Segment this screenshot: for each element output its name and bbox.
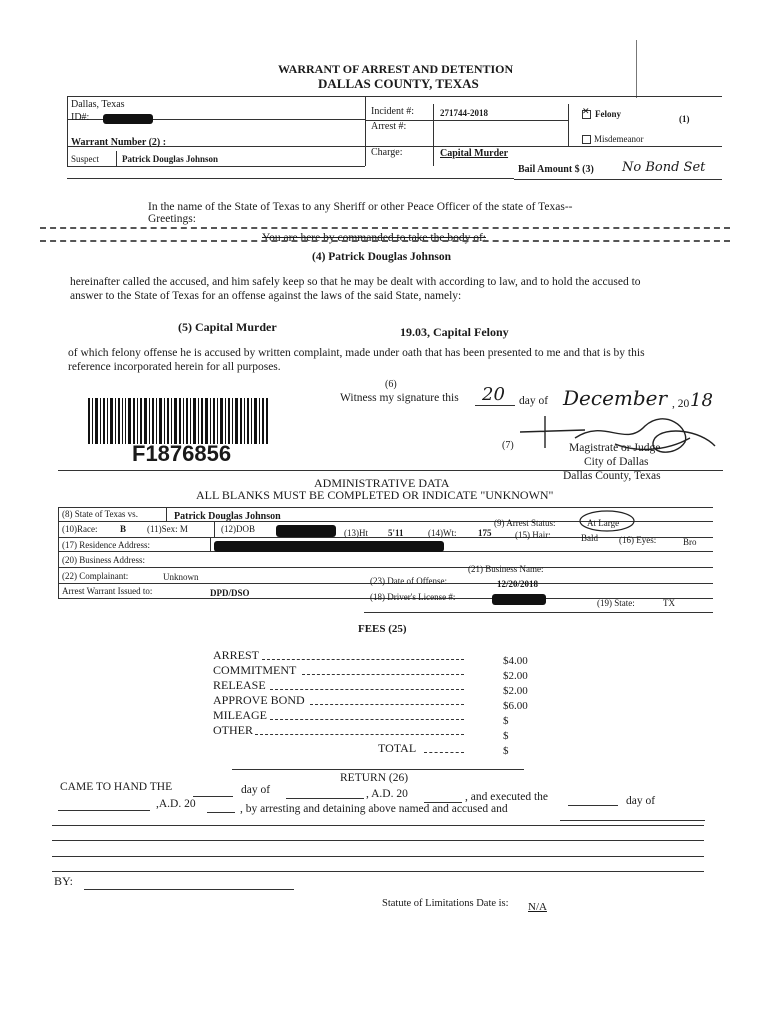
fee-other-amount: $ <box>503 730 509 742</box>
blank-line <box>568 805 618 806</box>
magistrate-label: Magistrate or Judge <box>569 442 661 454</box>
admin-cell-divider <box>210 537 211 551</box>
scan-artifact-dashes <box>40 240 730 242</box>
weight-value: 175 <box>478 528 492 538</box>
misdemeanor-label: Misdemeanor <box>594 134 644 144</box>
fee-release-label: RELEASE <box>213 678 266 692</box>
race-value: B <box>120 524 127 534</box>
suspect-label: Suspect <box>71 154 99 164</box>
accused-name: (4) Patrick Douglas Johnson <box>312 251 451 263</box>
redaction-bar <box>276 525 336 537</box>
top-box-mid-border <box>365 96 366 166</box>
arrest-status-label: (9) Arrest Status: <box>494 518 556 528</box>
offense-date-label: (23) Date of Offense: <box>370 576 448 586</box>
charge-value: Capital Murder <box>440 148 509 159</box>
eyes-label: (16) Eyes: <box>619 535 657 545</box>
return-top-rule <box>232 769 524 770</box>
height-value: 5'11 <box>388 528 404 538</box>
admin-left-border <box>58 507 59 598</box>
admin-row-line <box>364 612 713 613</box>
offense-name: (5) Capital Murder <box>178 320 277 334</box>
hair-label: (15) Hair: <box>515 530 551 540</box>
admin-row-line <box>58 507 713 508</box>
blank-line <box>193 796 233 797</box>
warrant-number-label: Warrant Number (2) : <box>71 137 167 148</box>
fee-other-label: OTHER <box>213 723 253 737</box>
arrest-status-value: At Large <box>587 518 620 528</box>
by-signature-line <box>84 889 294 890</box>
arresting-text: , by arresting and detaining above named and accused and <box>240 803 508 815</box>
top-box-row-divider <box>365 146 722 147</box>
fee-mileage-label: MILEAGE <box>213 708 267 722</box>
statute-label: Statute of Limitations Date is: <box>382 898 509 909</box>
state-vs-value: Patrick Douglas Johnson <box>174 511 281 522</box>
id-label: ID#: <box>71 112 90 123</box>
witness-day: 20 <box>482 384 505 405</box>
scan-artifact-dashes <box>40 227 730 229</box>
misdemeanor-checkbox <box>582 135 591 144</box>
barcode-number: F1876856 <box>132 441 232 466</box>
incident-value: 271744-2018 <box>440 108 488 118</box>
return-ad-label: , A.D. 20 <box>366 788 408 800</box>
city-label: City of Dallas <box>584 456 649 468</box>
executed-day-of-label: day of <box>626 795 656 807</box>
redaction-bar <box>103 114 153 124</box>
witness-month: December <box>563 386 668 410</box>
barcode-image <box>88 398 270 444</box>
paragraph-1-line-2: answer to the State of Texas for an offense against the laws of the said State, namely: <box>70 290 462 302</box>
admin-row-line <box>58 537 713 538</box>
admin-subtitle: ALL BLANKS MUST BE COMPLETED OR INDICATE "UNKNOWN" <box>196 488 554 502</box>
year-suffix: 18 <box>690 390 713 411</box>
eyes-value: Bro <box>683 537 697 547</box>
dob-label: (12)DOB <box>221 524 255 534</box>
fee-mileage-amount: $ <box>503 715 509 727</box>
authority-line: In the name of the State of Texas to any Sheriff or other Peace Officer of the state of Texas-- <box>148 201 573 213</box>
issued-to-value: DPD/DSO <box>210 588 250 598</box>
business-address-label: (20) Business Address: <box>62 555 145 565</box>
statute-value: N/A <box>528 901 547 913</box>
race-label: (10)Race: <box>62 524 98 534</box>
fee-leader <box>270 689 464 690</box>
fee-leader <box>270 719 464 720</box>
day-of-label: day of <box>519 395 549 407</box>
fee-commitment-amount: $2.00 <box>503 670 528 682</box>
fee-leader <box>255 734 464 735</box>
state-label: (19) State: <box>597 598 635 608</box>
greetings-line: Greetings: <box>148 213 196 225</box>
fee-leader <box>302 674 464 675</box>
redaction-bar <box>492 594 546 605</box>
return-day-of-label: day of <box>241 784 271 796</box>
fee-total-label: TOTAL <box>378 741 417 755</box>
admin-title: ADMINISTRATIVE DATA <box>314 476 450 490</box>
return-title: RETURN (26) <box>340 772 409 784</box>
return-blank-line <box>52 825 704 826</box>
redaction-bar <box>214 541 444 552</box>
fee-leader <box>424 752 464 753</box>
scan-artifact-line <box>636 40 637 98</box>
business-name-label: (21) Business Name: <box>468 564 544 574</box>
felony-label: Felony <box>595 109 621 119</box>
blank-line <box>207 812 235 813</box>
witness-text: Witness my signature this <box>340 392 459 404</box>
offense-code: 19.03, Capital Felony <box>400 325 509 339</box>
fee-leader <box>310 704 464 705</box>
executed-label: , and executed the <box>465 791 549 803</box>
residence-address-label: (17) Residence Address: <box>62 540 150 550</box>
bail-amount-label: Bail Amount $ (3) <box>518 164 594 175</box>
top-box-mid-border <box>433 104 434 166</box>
blank-line <box>286 798 364 799</box>
fee-commitment-label: COMMITMENT <box>213 663 297 677</box>
year-prefix: , 20 <box>672 398 690 410</box>
weight-label: (14)Wt: <box>428 528 457 538</box>
document-title: WARRANT OF ARREST AND DETENTION <box>278 62 514 76</box>
complainant-label: (22) Complainant: <box>62 571 129 581</box>
county-label: Dallas County, Texas <box>563 470 661 482</box>
blank-line <box>58 810 150 811</box>
return-blank-line <box>52 856 704 857</box>
by-label: BY: <box>54 874 73 888</box>
issued-to-label: Arrest Warrant Issued to: <box>62 586 153 596</box>
admin-row-line <box>58 567 713 568</box>
fee-release-amount: $2.00 <box>503 685 528 697</box>
return-blank-line <box>52 840 704 841</box>
fee-arrest-amount: $4.00 <box>503 655 528 667</box>
top-box-bottom-border <box>67 178 514 179</box>
paragraph-1-line-1: hereinafter called the accused, and him safely keep so that he may be dealt with according to law, and to hold the accused to <box>70 276 641 288</box>
paragraph-2-line-1: of which felony offense he is accused by written complaint, made under oath that has been presented to me and that is by this <box>68 347 645 359</box>
state-value: TX <box>663 598 675 608</box>
top-box-left-border <box>67 96 68 166</box>
offense-date-value: 12/20/2018 <box>497 579 539 589</box>
top-box-top-border <box>67 96 722 97</box>
license-label: (18) Driver's License #: <box>370 592 456 602</box>
witness-field-number: (6) <box>385 379 397 390</box>
agency-label: Dallas, Texas <box>71 99 125 110</box>
admin-cell-divider <box>214 521 215 537</box>
bail-amount-value: No Bond Set <box>622 160 706 175</box>
sex-label: (11)Sex: M <box>147 524 188 534</box>
witness-day-underline <box>475 405 515 406</box>
top-box-row-divider <box>67 166 365 167</box>
fee-leader <box>262 659 464 660</box>
fee-approve-bond-amount: $6.00 <box>503 700 528 712</box>
return-blank-line <box>52 871 704 872</box>
state-vs-label: (8) State of Texas vs. <box>62 509 138 519</box>
fee-approve-bond-label: APPROVE BOND <box>213 693 305 707</box>
arrest-status-circle <box>578 509 638 533</box>
height-label: (13)Ht <box>344 528 368 538</box>
bail-underline <box>514 179 722 180</box>
admin-top-rule <box>58 470 723 471</box>
came-to-hand-label: CAME TO HAND THE <box>60 781 173 793</box>
blank-line <box>560 820 705 821</box>
fee-total-amount: $ <box>503 745 509 757</box>
fee-arrest-label: ARREST <box>213 648 260 662</box>
felony-checkbox: ✕ <box>582 110 591 119</box>
arrest-number-label: Arrest #: <box>371 121 407 132</box>
suspect-value: Patrick Douglas Johnson <box>122 154 219 164</box>
magistrate-field-number: (7) <box>502 440 514 451</box>
admin-cell-divider <box>166 507 167 521</box>
suspect-divider <box>116 151 117 166</box>
document-subtitle: DALLAS COUNTY, TEXAS <box>318 76 479 91</box>
hair-value: Bald <box>581 533 598 543</box>
commanded-line: You are here by commanded to take the body of: <box>262 232 486 244</box>
paragraph-2-line-2: reference incorporated herein for all purposes. <box>68 361 281 373</box>
field-number-1: (1) <box>679 114 690 124</box>
fees-title: FEES (25) <box>358 623 407 635</box>
charge-label: Charge: <box>371 147 403 158</box>
incident-label: Incident #: <box>371 106 415 117</box>
complainant-value: Unknown <box>163 572 199 582</box>
return-ad-label-2: ,A.D. 20 <box>156 798 196 810</box>
top-box-mid-border <box>568 104 569 146</box>
